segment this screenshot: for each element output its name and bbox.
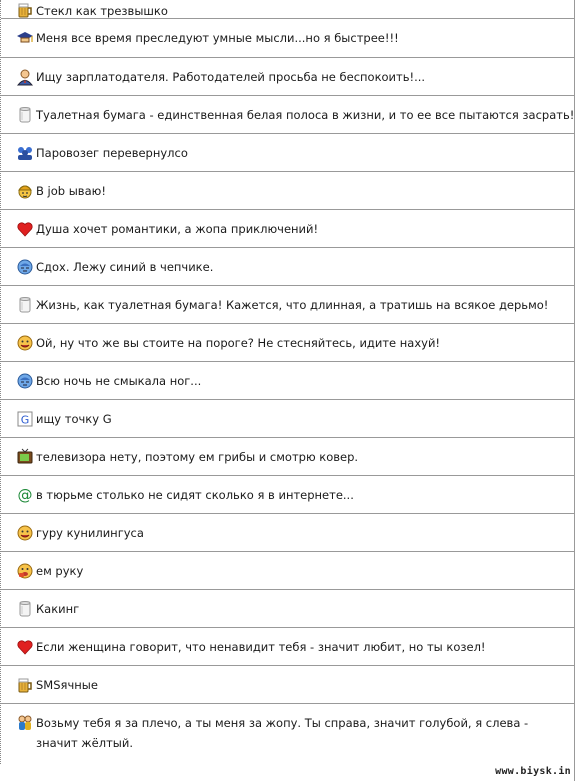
status-row (1, 704, 575, 764)
svg-text:G: G (20, 413, 30, 426)
status-text: гуру кунилингуса (36, 525, 144, 540)
eating-face-icon (16, 562, 34, 580)
status-row (1, 666, 575, 704)
svg-text:@: @ (17, 485, 33, 504)
status-row (1, 19, 575, 58)
status-row (1, 476, 575, 514)
status-row (1, 172, 575, 210)
status-text: Ищу зарплатодателя. Работодателей просьба не беспокоить!... (36, 69, 426, 84)
status-text: Душа хочет романтики, а жопа приключений! (36, 221, 319, 236)
status-row (1, 400, 575, 438)
status-text: Сдох. Лежу синий в чепчике. (36, 259, 214, 274)
status-text: Жизнь, как туалетная бумага! Кажется, что длинная, а тратишь на всякое дерьмо! (36, 297, 549, 312)
status-text: Ой, ну что же вы стоите на пороге? Не стесняйтесь, идите нахуй! (36, 335, 441, 350)
status-row (1, 628, 575, 666)
status-row (1, 362, 575, 400)
at-sign-icon (16, 486, 34, 504)
sleeping-face-icon (16, 258, 34, 276)
sleeping-face-icon (16, 372, 34, 390)
graduation-cap-icon (16, 29, 34, 47)
beer-mug-icon (16, 1, 34, 19)
businessman-icon (16, 68, 34, 86)
status-text: Всю ночь не смыкала ног... (36, 373, 202, 388)
status-text: ем руку (36, 563, 84, 578)
toilet-paper-icon (16, 296, 34, 314)
toilet-paper-icon (16, 106, 34, 124)
status-text: SMSячные (36, 677, 98, 692)
status-row (1, 58, 575, 96)
status-row (1, 0, 575, 19)
status-row (1, 590, 575, 628)
status-text: Если женщина говорит, что ненавидит тебя - значит любит, но ты козел! (36, 639, 486, 654)
status-row (1, 514, 575, 552)
status-text: Какинг (36, 601, 80, 616)
status-text: Меня все время преследуют умные мысли...но я быстрее!!! (36, 31, 399, 45)
heart-icon (16, 220, 34, 238)
status-text: в тюрьме столько не сидят сколько я в интернете... (36, 487, 354, 502)
status-row (1, 248, 575, 286)
status-row (1, 324, 575, 362)
status-row (1, 552, 575, 590)
status-text: ищу точку G (36, 411, 112, 426)
status-row (1, 286, 575, 324)
heart-icon (16, 638, 34, 656)
status-row (1, 210, 575, 248)
status-text: телевизора нету, поэтому ем грибы и смотрю ковер. (36, 449, 359, 464)
two-people-icon (16, 714, 34, 732)
status-row (1, 134, 575, 172)
smiley-icon (16, 524, 34, 542)
smiley-icon (16, 334, 34, 352)
status-text: Стекл как трезвышко (36, 4, 168, 18)
status-text: Паровозег перевернулсо (36, 145, 188, 160)
status-text: Туалетная бумага - единственная белая полоса в жизни, и то ее все пытаются засрать! (36, 107, 575, 122)
letter-g-icon (16, 410, 34, 428)
tv-icon (16, 448, 34, 466)
toilet-paper-icon (16, 600, 34, 618)
worker-helmet-icon (16, 182, 34, 200)
status-row (1, 96, 575, 134)
status-row (1, 438, 575, 476)
watermark: www.biysk.in (495, 766, 571, 777)
group-icon (16, 144, 34, 162)
beer-mug-icon (16, 676, 34, 694)
status-text: Возьму тебя я за плечо, а ты меня за жопу. Ты справа, значит голубой, я слева - значит жёлтый. (36, 716, 529, 750)
status-text: В job ываю! (36, 183, 106, 198)
